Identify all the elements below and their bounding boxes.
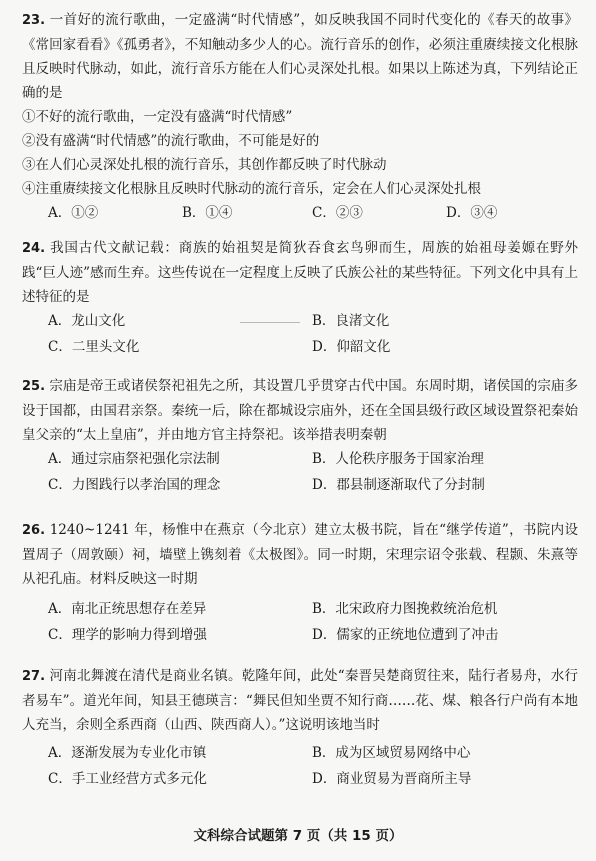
options-grid [22, 597, 578, 649]
question-27 [22, 664, 578, 793]
option-b: B．①④ [182, 205, 233, 221]
options-row [22, 201, 578, 225]
option-a: A．南北正统思想存在差异 [48, 601, 207, 617]
option-c: C．手工业经营方式多元化 [48, 771, 207, 787]
options-grid [22, 309, 578, 361]
statement-2: ②没有盛满“时代情感”的流行歌曲，不可能是好的 [22, 133, 320, 149]
options-row [22, 741, 578, 767]
question-text: 我国古代文献记载：商族的始祖契是简狄吞食玄鸟卵而生，周族的始祖母姜嫄在野外践“巨人迹”感而生弃。这些传说在一定程度上反映了氏族公社的某些特征。下列文化中具有上述特征的是 [22, 240, 579, 305]
option-a: A．逐渐发展为专业化市镇 [48, 745, 207, 761]
option-b: B．成为区域贸易网络中心 [312, 745, 471, 761]
question-23 [22, 8, 578, 225]
question-number: 26. [22, 523, 46, 538]
statement-1: ①不好的流行歌曲，一定没有盛满“时代情感” [22, 109, 293, 125]
option-a: A．通过宗庙祭祀强化宗法制 [48, 451, 220, 467]
option-d: D．③④ [446, 205, 498, 221]
question-stem [22, 236, 578, 309]
options-row [22, 335, 578, 361]
option-b: B．北宋政府力图挽救统治危机 [312, 601, 498, 617]
option-c: C．力图践行以孝治国的理念 [48, 477, 221, 493]
options-row [22, 447, 578, 473]
option-c: C．理学的影响力得到增强 [48, 627, 207, 643]
option-c: C．二里头文化 [48, 339, 140, 355]
question-25 [22, 374, 578, 499]
options-row [22, 623, 578, 649]
option-d: D．儒家的正统地位遭到了冲击 [312, 627, 499, 643]
option-b: B．良渚文化 [312, 313, 390, 329]
option-d: D．仰韶文化 [312, 339, 391, 355]
question-24 [22, 236, 578, 361]
options-row [22, 597, 578, 623]
options-grid [22, 741, 578, 793]
option-c: C．②③ [312, 205, 363, 221]
option-d: D．商业贸易为晋商所主导 [312, 771, 472, 787]
statement-3: ③在人们心灵深处扎根的流行音乐，其创作都反映了时代脉动 [22, 157, 387, 173]
question-text: 河南北舞渡在清代是商业名镇。乾隆年间，此处“秦晋吴楚商贸往来，陆行者易舟，水行者易车”。道光年间，知县王德瑛言：“舞民但知坐贾不知行商……花、煤、粮各行户尚有本地人充当，余则全系西商（山西、陕西商人）。”这说明该地当时 [22, 668, 579, 733]
options-row [22, 473, 578, 499]
options-grid [22, 447, 578, 499]
option-b: B．人伦秩序服务于国家治理 [312, 451, 484, 467]
option-d: D．郡县制逐渐取代了分封制 [312, 477, 485, 493]
question-stem [22, 664, 578, 737]
answer-blank-line [240, 309, 308, 333]
options-row [22, 767, 578, 793]
option-a: A．龙山文化 [48, 313, 126, 329]
question-number: 24. [22, 241, 46, 256]
question-number: 25. [22, 379, 46, 394]
question-text: 宗庙是帝王或诸侯祭祀祖先之所，其设置几乎贯穿古代中国。东周时期，诸侯国的宗庙多设于国都，由国君亲祭。秦统一后，除在都城设宗庙外，还在全国县级行政区域设置祭祀秦始皇父亲的“太上皇庙”，并由地方官主持祭祀。该举措表明秦朝 [22, 378, 579, 443]
question-text: 1240~1241 年，杨惟中在燕京（今北京）建立太极书院，旨在“继学传道”，书院内设置周子（周敦颐）祠，墙壁上镌刻着《太极图》。同一时期，宋理宗诏令张载、程颢、朱熹等从祀孔庙。材料反映这一时期 [22, 522, 578, 587]
statement-4: ④注重赓续接文化根脉且反映时代脉动的流行音乐，定会在人们心灵深处扎根 [22, 181, 481, 197]
question-stem [22, 374, 578, 447]
question-stem [22, 518, 578, 591]
question-number: 27. [22, 669, 46, 684]
question-26 [22, 518, 578, 649]
question-stem [22, 8, 578, 105]
question-number: 23. [22, 13, 46, 28]
question-text: 一首好的流行歌曲，一定盛满“时代情感”，如反映我国不同时代变化的《春天的故事》《常回家看看》《孤勇者》，不知触动多少人的心。流行音乐的创作，必须注重赓续接文化根脉且反映时代脉动，如此，流行音乐方能在人们心灵深处扎根。如果以上陈述为真，下列结论正确的是 [22, 12, 578, 101]
page-footer: 文科综合试题第 7 页（共 15 页） [193, 828, 403, 844]
options-row [22, 309, 578, 335]
option-a: A．①② [48, 205, 99, 221]
